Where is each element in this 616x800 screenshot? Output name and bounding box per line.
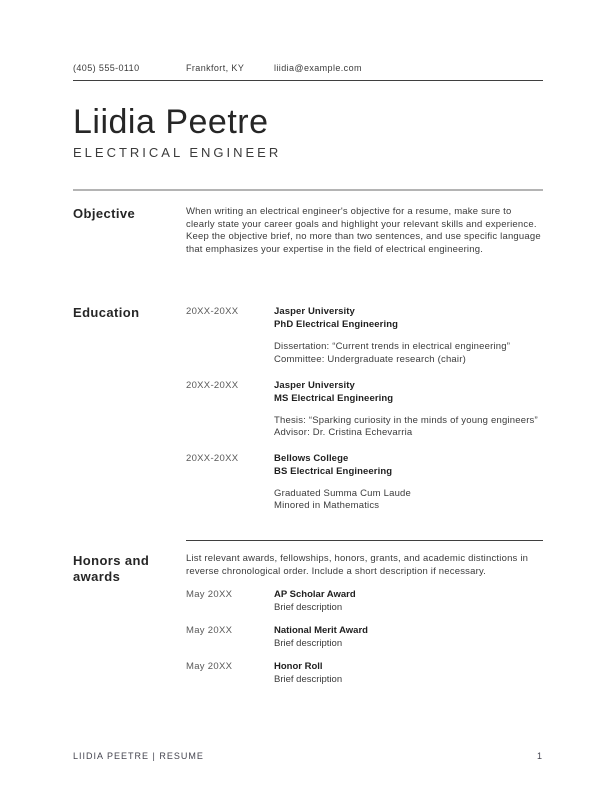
education-dates: 20XX-20XX: [186, 306, 239, 318]
contact-header: [73, 63, 543, 80]
section-divider-gray: [73, 189, 543, 191]
objective-section: [73, 206, 543, 256]
honors-section: [73, 553, 543, 686]
honor-entry-body: [274, 624, 543, 650]
honors-intro: List relevant awards, fellowships, honors, grants, and academic distinctions in reverse chronological order. Include a short description if necessary.: [186, 552, 529, 577]
honors-body: [186, 553, 543, 686]
education-detail-line: Graduated Summa Cum Laude: [274, 487, 412, 499]
education-dates: 20XX-20XX: [186, 452, 239, 464]
education-entry: [186, 305, 543, 366]
education-school: Bellows College: [274, 452, 349, 464]
education-degree: BS Electrical Engineering: [274, 465, 393, 477]
education-detail-line: Minored in Mathematics: [274, 500, 380, 512]
honor-title: AP Scholar Award: [274, 589, 356, 601]
honor-date: May 20XX: [186, 625, 233, 637]
honor-description: Brief description: [274, 638, 343, 650]
education-detail-line: Dissertation: “Current trends in electrical engineering”: [274, 341, 511, 353]
education-details: [274, 488, 543, 513]
honor-title: Honor Roll: [274, 661, 323, 673]
education-dates: 20XX-20XX: [186, 379, 239, 391]
honor-description: Brief description: [274, 602, 343, 614]
honor-entry-body: [274, 588, 543, 614]
page-title: Liidia Peetre: [73, 103, 269, 141]
honor-entry: [186, 588, 543, 614]
objective-text: When writing an electrical engineer's objective for a resume, make sure to clearly state your career goals and highlight your relevant skills and experience. Keep the objective brief, no more than two sentences, and use specific language that emphasizes your expertise in the field of electrical engineering.: [186, 206, 541, 255]
education-entry-body: [274, 452, 543, 513]
honor-date: May 20XX: [186, 661, 233, 673]
footer-page-number: 1: [536, 751, 543, 761]
education-section: [73, 305, 543, 525]
education-entry: [186, 379, 543, 440]
contact-phone: (405) 555-0110: [73, 63, 140, 73]
education-entries: [186, 305, 543, 525]
job-title: ELECTRICAL ENGINEER: [73, 145, 282, 160]
education-detail-line: Committee: Undergraduate research (chair): [274, 353, 466, 365]
honors-divider: [186, 540, 543, 541]
education-entry: [186, 452, 543, 513]
education-entry-body: [274, 379, 543, 440]
objective-label: Objective: [73, 206, 136, 221]
education-school: Jasper University: [274, 379, 355, 391]
honor-entry: [186, 660, 543, 686]
education-details: [274, 415, 543, 440]
header-divider: [73, 80, 543, 81]
contact-location: Frankfort, KY: [186, 63, 245, 73]
honor-description: Brief description: [274, 674, 343, 686]
education-degree: MS Electrical Engineering: [274, 392, 394, 404]
name-block: [73, 102, 543, 160]
contact-email: liidia@example.com: [274, 63, 362, 73]
education-entry-body: [274, 305, 543, 366]
honors-label: Honors and awards: [73, 552, 150, 584]
education-degree: PhD Electrical Engineering: [274, 319, 399, 331]
honor-title: National Merit Award: [274, 625, 368, 637]
honor-date: May 20XX: [186, 589, 233, 601]
honor-entry-body: [274, 660, 543, 686]
education-detail-line: Thesis: “Sparking curiosity in the minds of young engineers”: [274, 414, 538, 426]
education-school: Jasper University: [274, 306, 355, 318]
education-detail-line: Advisor: Dr. Cristina Echevarria: [274, 427, 413, 439]
page-footer: [73, 751, 543, 761]
footer-name: LIIDIA PEETRE | RESUME: [73, 751, 204, 761]
honor-entry: [186, 624, 543, 650]
education-details: [274, 341, 543, 366]
education-label: Education: [73, 305, 140, 321]
